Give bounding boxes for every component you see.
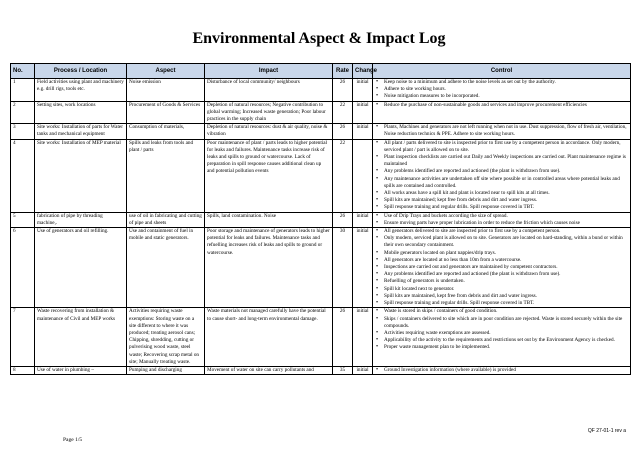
change-cell: initial <box>353 228 373 308</box>
table-row <box>11 308 631 367</box>
control-item: • Spill kit located next to generator. <box>375 286 628 293</box>
aspect-cell: Consumption of materials, <box>127 124 205 139</box>
control-item: • Spill kits are maintained; kept free from debris and dirt and water ingress. <box>375 197 628 204</box>
change-cell: initial <box>353 212 373 227</box>
control-item: • Any problems identified are reported and actioned (the plant is withdrawn from use). <box>375 168 628 175</box>
control-cell <box>373 101 631 124</box>
rate-cell: 26 <box>333 308 353 367</box>
rate-cell: 30 <box>333 228 353 308</box>
header-impact: Impact <box>205 64 333 79</box>
rate-cell: 22 <box>333 101 353 124</box>
aspect-cell: Activities requiring waste exemptions: Storing waste on a site different to where it was produced; treating aerosol cans; Chipping, shredding, cutting or pulverising wood waste, steel waste; Recovering scrap metal on site; Manually treating waste. <box>127 308 205 367</box>
process-location-cell: Use of water in plumbing – <box>35 366 127 374</box>
control-item: • Plant inspection checklists are carried out Daily and Weekly inspections are carried out. Plant maintenance regime is maintained <box>375 154 628 168</box>
aspect-impact-table <box>10 63 631 375</box>
control-item: • Refuelling of generators is undertaken. <box>375 278 628 285</box>
rate-cell: 26 <box>333 212 353 227</box>
rate-cell: 26 <box>333 124 353 139</box>
table-row <box>11 212 631 227</box>
impact-cell: Depletion of natural resources; Negative contribution to global warming; Increased waste generation; Poor labour practices in the supply chain <box>205 101 333 124</box>
control-item: • Any problems identified are reported and actioned (the plant is withdrawn from use). <box>375 271 628 278</box>
rate-cell: 22 <box>333 139 353 212</box>
table-header-row <box>11 64 631 79</box>
table-row <box>11 124 631 139</box>
header-aspect: Aspect <box>127 64 205 79</box>
control-cell <box>373 228 631 308</box>
row-number-cell: 6 <box>11 228 35 308</box>
header-rate: Rate <box>333 64 353 79</box>
impact-cell: Spills, land contamination. Noise <box>205 212 333 227</box>
control-item: • Applicability of the activity to the requirements and restrictions set out by the Environment Agency is checked. <box>375 337 628 344</box>
control-item: • Skips / containers delivered to site which are in poor condition are rejected. Waste is stored securely within the site compounds. <box>375 316 628 330</box>
control-item: • Any maintenance activities are undertaken off site where possible or in controlled areas where potential leaks and spills are contained and controlled. <box>375 176 628 190</box>
row-number-cell: 4 <box>11 139 35 212</box>
header-no: No. <box>11 64 35 79</box>
control-cell <box>373 308 631 367</box>
change-cell: initial <box>353 366 373 374</box>
process-location-cell: fabrication of pipe by threading machine,. <box>35 212 127 227</box>
control-cell <box>373 124 631 139</box>
control-list <box>375 140 628 212</box>
document-reference: QF 27-01-1 rev a <box>587 428 626 434</box>
change-cell: initial <box>353 101 373 124</box>
control-cell <box>373 139 631 212</box>
control-list <box>375 228 628 307</box>
page-title: Environmental Aspect & Impact Log <box>192 30 446 47</box>
row-number-cell: 8 <box>11 366 35 374</box>
impact-cell: Disturbance of local community/ neighbours <box>205 79 333 102</box>
impact-cell: Movement of water on site can carry pollutants and <box>205 366 333 374</box>
header-change: Change <box>353 64 373 79</box>
row-number-cell: 5 <box>11 212 35 227</box>
control-item: • Spill response training and regular drills. Spill response covered in TBT. <box>375 300 628 307</box>
control-item: • Only modern, serviced plant is allowed on to site. Generators are located on hard-standing, within a bund or within their own secondary containment. <box>375 235 628 249</box>
process-location-cell: Field activities using plant and machinery e.g. drill rigs, tools etc. <box>35 79 127 102</box>
control-item: • Proper waste management plan to be implemented. <box>375 344 628 351</box>
row-number-cell: 2 <box>11 101 35 124</box>
header-process: Process / Location <box>35 64 127 79</box>
control-list <box>375 213 628 227</box>
control-item: • Mobile generators located on plant nappies/drip trays. <box>375 250 628 257</box>
control-cell <box>373 212 631 227</box>
control-list <box>375 308 628 351</box>
control-item: • All plant / parts delivered to site is inspected prior to first use by a competent person in accordance. Only modern, serviced plant / part is allowed on to site. <box>375 140 628 154</box>
aspect-cell: Spills and leaks from tools and plant / parts <box>127 139 205 212</box>
control-list <box>375 102 628 109</box>
control-item: • Keep noise to a minimum and adhere to the noise levels as set out by the authority. <box>375 79 628 86</box>
aspect-cell: Use and containment of fuel in mobile and static generators. <box>127 228 205 308</box>
control-item: • Noise mitigation measures to be incorporated. <box>375 93 628 100</box>
process-location-cell: Waste recovering from installation & maintenance of Civil and MEP works <box>35 308 127 367</box>
rate-cell: 26 <box>333 79 353 102</box>
control-cell <box>373 366 631 374</box>
change-cell: initial <box>353 79 373 102</box>
control-item: • Ensure moving parts have proper lubrication in order to reduce the friction which causes noise <box>375 220 628 227</box>
aspect-cell: Procurement of Goods & Services <box>127 101 205 124</box>
aspect-cell: Pumping and discharging <box>127 366 205 374</box>
impact-cell: Poor maintenance of plant / parts leads to higher potential for leaks and failures. Maintenance tasks increase risk of leaks and spills to ground or watercourse. Lack of preparation in spill response causes additional clean up and potential pollution events <box>205 139 333 212</box>
control-item: • Adhere to site working hours. <box>375 86 628 93</box>
control-item: • Spill response training and regular drills. Spill response covered in TBT. <box>375 204 628 211</box>
row-number-cell: 7 <box>11 308 35 367</box>
control-list <box>375 79 628 101</box>
control-item: • Ground Investigation information (where available) is provided <box>375 367 628 374</box>
control-item: • All generators are located at no less than 10m from a watercourse. <box>375 257 628 264</box>
control-item: • Use of Drip Trays and buckets according the size of spread. <box>375 213 628 220</box>
control-item: • Plants, Machines and generators are not left running when not in use. Dust suppression, flow of fresh air, ventilation, Noise reduction technics & PPE. Adhere to site working hours. <box>375 124 628 138</box>
table-row <box>11 366 631 374</box>
row-number-cell: 1 <box>11 79 35 102</box>
process-location-cell: Site works: Installation of MEP material <box>35 139 127 212</box>
process-location-cell: Site works: Installation of parts for Water tanks and mechanical equipment <box>35 124 127 139</box>
control-list <box>375 124 628 138</box>
table-row <box>11 139 631 212</box>
aspect-cell: Noise emission <box>127 79 205 102</box>
table-body <box>11 79 631 375</box>
impact-cell: Depletion of natural resources: dust & air quality, noise & vibration <box>205 124 333 139</box>
table-row <box>11 79 631 102</box>
table-row <box>11 101 631 124</box>
process-location-cell: Setting sites, work locations <box>35 101 127 124</box>
rate-cell: 35 <box>333 366 353 374</box>
change-cell: initial <box>353 308 373 367</box>
control-item: • Spill kits are maintained, kept free from debris and dirt and water ingress. <box>375 293 628 300</box>
process-location-cell: Use of generators and oil refilling. <box>35 228 127 308</box>
table-row <box>11 228 631 308</box>
change-cell: initial <box>353 124 373 139</box>
page-number: Page 1/5 <box>63 437 83 443</box>
control-item: • All generators delivered to site are inspected prior to first use by a competent person. <box>375 228 628 235</box>
control-item: • All works areas have a spill kit and plant is located near to spill kits at all times. <box>375 190 628 197</box>
control-item: • Waste is stored in skips / containers of good condition. <box>375 308 628 315</box>
row-number-cell: 3 <box>11 124 35 139</box>
impact-cell: Poor storage and maintenance of generators leads to higher potential for leaks and failures. Maintenance tasks and refuelling increases risk of leaks and spills to ground or watercourse. <box>205 228 333 308</box>
control-item: • Reduce the purchase of non-sustainable goods and services and improve procurement efficiencies <box>375 102 628 109</box>
control-item: • Inspections are carried out and generators are maintained by competent contractors. <box>375 264 628 271</box>
control-cell <box>373 79 631 102</box>
control-list <box>375 367 628 374</box>
aspect-cell: use of oil in fabricating and cutting of pipe and sheets <box>127 212 205 227</box>
impact-cell: Waste materials not managed carefully have the potential to cause short- and long-term environmental damage. <box>205 308 333 367</box>
control-item: • Activities requiring waste exemptions are assessed. <box>375 330 628 337</box>
header-control: Control <box>373 64 631 79</box>
change-cell <box>353 139 373 212</box>
